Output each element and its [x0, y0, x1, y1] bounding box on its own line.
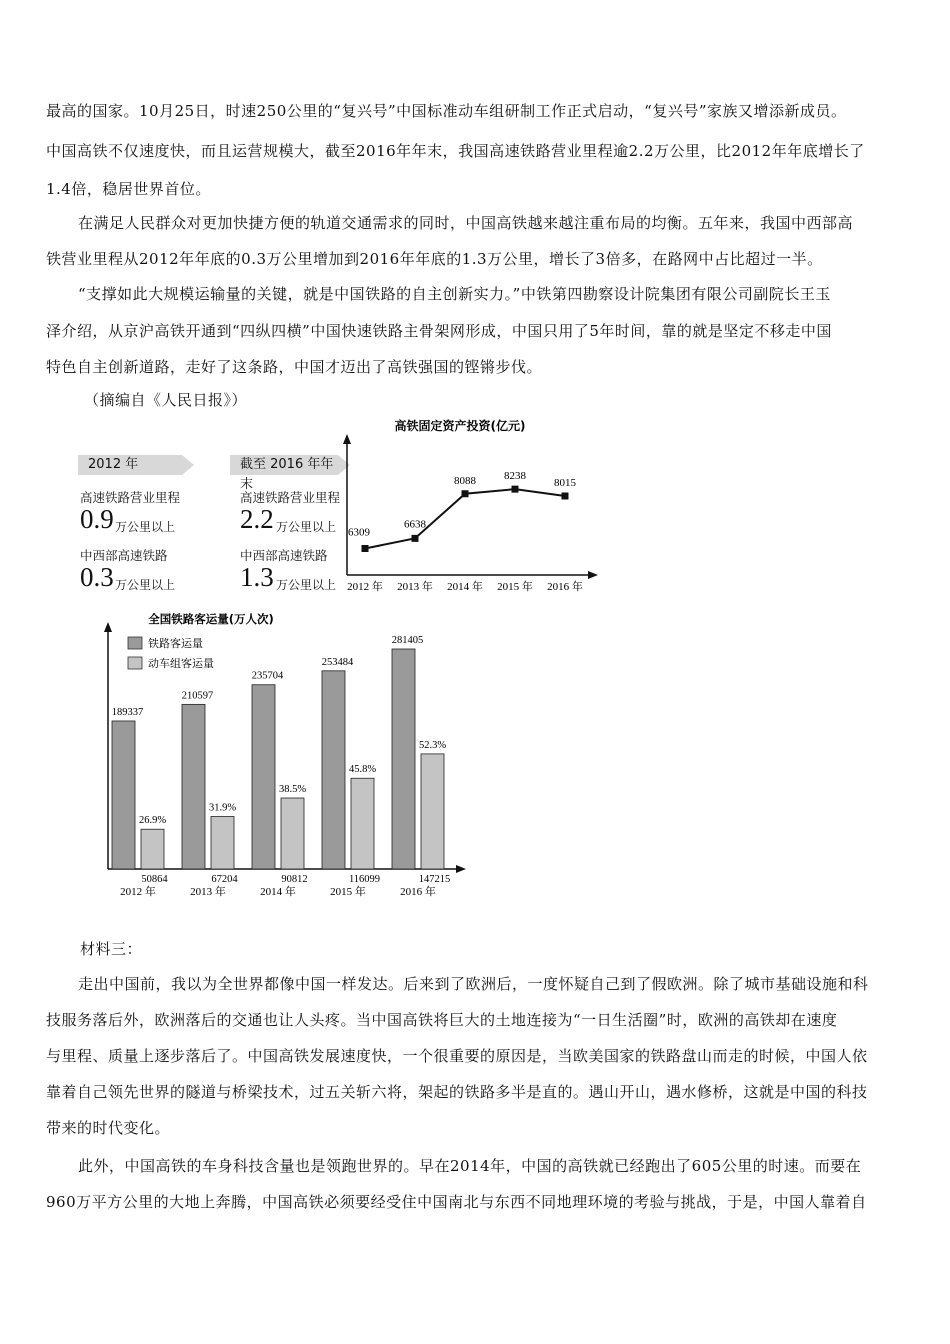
paragraph-line: 特色自主创新道路，走好了这条路，中国才迈出了高铁强国的铿锵步伐。 — [46, 358, 543, 376]
bar-emu — [351, 778, 374, 869]
percent-label: 31.9% — [208, 802, 237, 814]
emu-value-label: 147215 — [418, 874, 451, 885]
data-point — [362, 545, 369, 552]
infographic-value: 0.9 — [80, 504, 114, 534]
x-tick-label: 2016 年 — [400, 886, 436, 898]
bar-emu — [421, 754, 444, 869]
emu-value-label: 90812 — [281, 874, 308, 885]
legend-label: 动车组客运量 — [148, 657, 214, 670]
data-label: 8088 — [454, 474, 476, 487]
bar-railway — [252, 685, 275, 869]
data-point — [462, 490, 469, 497]
bar-railway — [392, 649, 415, 869]
infographic-unit: 万公里以上 — [276, 520, 337, 534]
bar-value-label: 210597 — [181, 690, 214, 702]
emu-value-label: 116099 — [348, 874, 381, 885]
x-tick-label: 2014 年 — [447, 581, 483, 593]
paragraph-line: 1.4倍，稳居世界首位。 — [46, 180, 211, 198]
paragraph-line: 中国高铁不仅速度快，而且运营规模大，截至2016年年末，我国高速铁路营业里程逾2.2万公里，比2012年年底增长了 — [46, 142, 865, 160]
infographic-value: 1.3 — [240, 562, 274, 592]
percent-label: 45.8% — [348, 764, 377, 776]
bar-emu — [211, 816, 234, 869]
legend-label: 铁路客运量 — [148, 637, 203, 650]
paragraph-line: 此外，中国高铁的车身科技含量也是领跑世界的。早在2014年，中国的高铁就已经跑出了605公里的时速。而要在 — [78, 1157, 862, 1175]
paragraph-line: 靠着自己领先世界的隧道与桥梁技术，过五关斩六将，架起的铁路多半是直的。遇山开山，遇水修桥，这就是中国的科技 — [46, 1083, 868, 1101]
paragraph-line: 铁营业里程从2012年年底的0.3万公里增加到2016年年底的1.3万公里，增长了3倍多，在路网中占比超过一半。 — [46, 250, 823, 268]
x-tick-label: 2013 年 — [190, 886, 226, 898]
infographic-tag-2016: 截至 2016 年年末 — [230, 455, 338, 475]
paragraph-line: “支撑如此大规模运输量的关键，就是中国铁路的自主创新实力。”中铁第四勘察设计院集团有限公司副院长王玉 — [78, 285, 831, 303]
legend-swatch-railway — [128, 637, 142, 649]
x-tick-label: 2016 年 — [547, 581, 583, 593]
investment-line-chart — [330, 410, 600, 600]
paragraph-line: 960万平方公里的大地上奔腾，中国高铁必须要经受住中国南北与东西不同地理环境的考验与挑战，于是，中国人靠着自 — [46, 1193, 867, 1211]
infographic-tag-2012: 2012 年 — [78, 455, 182, 475]
bar-value-label: 189337 — [111, 706, 144, 718]
x-tick-label: 2012 年 — [347, 581, 383, 593]
x-tick-label: 2015 年 — [497, 581, 533, 593]
x-tick-label: 2012 年 — [120, 886, 156, 898]
source-citation: （摘编自《人民日报》） — [84, 391, 248, 409]
section-heading: 材料三： — [80, 940, 143, 958]
infographic-unit: 万公里以上 — [276, 578, 337, 592]
infographic-label: 高速铁路营业里程 — [80, 490, 181, 505]
infographic-unit: 万公里以上 — [115, 578, 176, 592]
paragraph-line: 最高的国家。10月25日，时速250公里的“复兴号”中国标准动车组研制工作正式启动，“复兴号”家族又增添新成员。 — [46, 102, 847, 120]
bar-value-label: 253484 — [321, 656, 354, 668]
paragraph-line: 技服务落后外，欧洲落后的交通也让人头疼。当中国高铁将巨大的土地连接为“一日生活圈”时，欧洲的高铁却在速度 — [46, 1011, 838, 1029]
line-chart-title: 高铁固定资产投资(亿元) — [394, 419, 526, 433]
data-point — [412, 535, 419, 542]
y-axis-arrow — [343, 434, 351, 444]
bar-value-label: 235704 — [251, 670, 284, 682]
infographic-unit: 万公里以上 — [115, 520, 176, 534]
bar-chart-title: 全国铁路客运量(万人次) — [148, 612, 274, 626]
data-label: 8238 — [504, 470, 526, 483]
legend-swatch-emu — [128, 657, 142, 669]
bar-emu — [141, 829, 164, 869]
data-label: 8015 — [554, 477, 576, 489]
percent-label: 26.9% — [138, 815, 167, 827]
bar-railway — [322, 671, 345, 869]
series-line — [365, 489, 565, 548]
infographic-value: 0.3 — [80, 562, 114, 592]
infographic-value: 2.2 — [240, 504, 274, 534]
data-label: 6309 — [348, 526, 370, 539]
bar-railway — [182, 704, 205, 869]
bar-emu — [281, 798, 304, 869]
x-axis-arrow — [456, 865, 466, 873]
data-point — [512, 486, 519, 493]
paragraph-line: 带来的时代变化。 — [46, 1119, 171, 1137]
data-point — [562, 493, 569, 500]
infographic-label: 高速铁路营业里程 — [240, 490, 341, 505]
x-axis-arrow — [588, 571, 598, 579]
data-label: 6638 — [404, 518, 426, 531]
percent-label: 52.3% — [418, 739, 447, 751]
y-axis-arrow — [104, 622, 112, 632]
bar-value-label: 281405 — [391, 635, 424, 646]
paragraph-line: 泽介绍，从京沪高铁开通到“四纵四横”中国快速铁路主骨架网形成，中国只用了5年时间，靠的就是坚定不移走中国 — [46, 322, 832, 340]
emu-value-label: 67204 — [211, 874, 238, 885]
paragraph-line: 走出中国前，我以为全世界都像中国一样发达。后来到了欧洲后，一度怀疑自己到了假欧洲。除了城市基础设施和科 — [78, 975, 869, 993]
x-tick-label: 2015 年 — [330, 886, 366, 898]
infographic-label: 中西部高速铁路 — [240, 548, 328, 563]
percent-label: 38.5% — [278, 784, 307, 796]
bar-railway — [112, 721, 135, 869]
paragraph-line: 与里程、质量上逐步落后了。中国高铁发展速度快，一个很重要的原因是，当欧美国家的铁路盘山而走的时候，中国人依 — [46, 1047, 868, 1065]
x-tick-label: 2013 年 — [397, 581, 433, 593]
emu-value-label: 50864 — [141, 874, 168, 885]
paragraph-line: 在满足人民群众对更加快捷方便的轨道交通需求的同时，中国高铁越来越注重布局的均衡。五年来，我国中西部高 — [78, 214, 854, 232]
passenger-bar-chart — [96, 606, 476, 902]
x-tick-label: 2014 年 — [260, 886, 296, 898]
infographic-label: 中西部高速铁路 — [80, 548, 168, 563]
